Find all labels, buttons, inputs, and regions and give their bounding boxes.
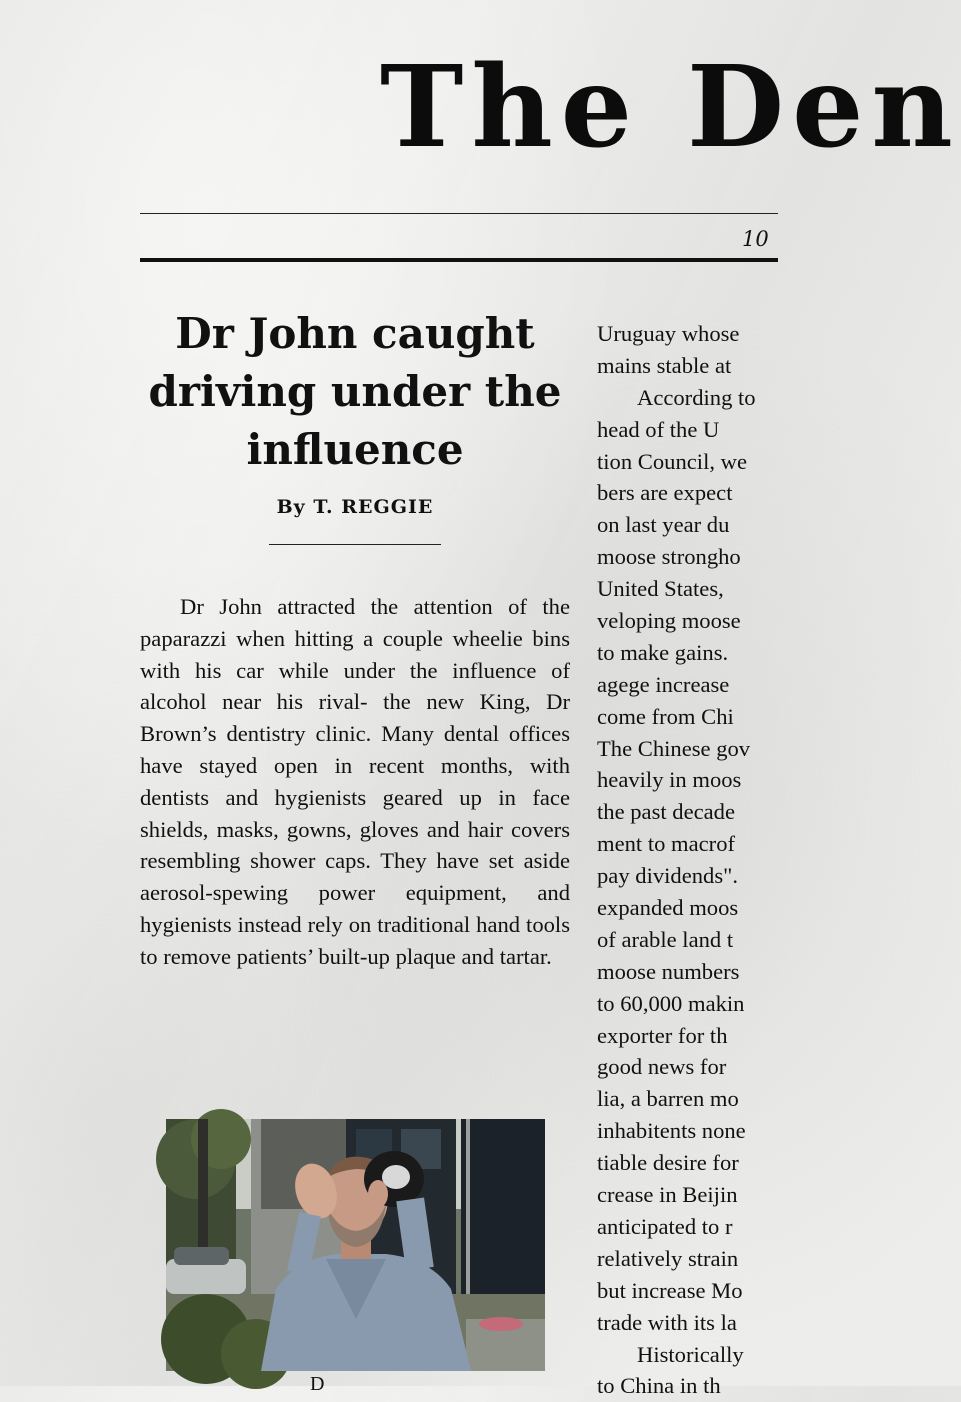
right-column-line: lia, a barren mo [597,1086,739,1112]
article-body: Dr John attracted the attention of the paparazzi when hitting a couple wheelie bins with his car while under the influence of alcohol near his rival- the new King, Dr Brown’s dentistry clinic. Many dental offices have stayed open in recent months, with dentists and hygienists geared up in face shields, masks, gowns, gloves and hair covers resembling shower caps. They have set aside aerosol-spewing power equipment, and hygienists instead rely on traditional hand tools to remove patients’ built-up plaque and tartar. [140,594,570,969]
right-column-line: pay dividends". [597,863,739,889]
right-column-line: head of the U [597,416,720,442]
right-column-line: inhabitents none [597,1118,746,1144]
right-column-line: moose strongho [597,544,741,570]
newspaper-masthead: The Den [380,42,961,173]
right-column-line: to 60,000 makin [597,990,745,1016]
masthead-rule-thick [140,258,778,262]
right-column-line: anticipated to r [597,1213,733,1239]
right-column-line: bers are expect [597,480,733,506]
right-column-line: to make gains. [597,639,729,665]
right-column-line: tion Council, we [597,448,747,474]
right-column-line: relatively strain [597,1245,739,1271]
right-column-line: tiable desire for [597,1150,739,1176]
right-column-line: The Chinese gov [597,735,751,761]
article-headline: Dr John caught driving under the influence [148,309,562,474]
right-column-line: mains stable at [597,352,732,378]
article-left-column [140,305,570,973]
right-column-line: moose numbers [597,958,740,984]
article-byline: By T. REGGIE [276,496,434,518]
byline-divider [269,544,441,545]
right-column-line: veloping moose [597,608,741,634]
man-shielding-face-icon [166,1119,545,1371]
right-column-line: come from Chi [597,703,734,729]
right-column-line: heavily in moos [597,767,742,793]
right-column-line: trade with its la [597,1309,737,1335]
right-column-line: ment to macrof [597,831,736,857]
right-column-line: of arable land t [597,926,734,952]
right-column-line: exporter for th [597,1022,728,1048]
right-column-line: the past decade [597,799,736,825]
dateline: 10 [742,227,769,251]
right-column-line: United States, [597,576,724,602]
right-column-line: on last year du [597,512,730,538]
right-column-line: According to [637,384,756,410]
right-column-line: crease in Beijin [597,1182,738,1208]
article-right-column [597,318,778,1399]
right-column-line: to China in th [597,1373,721,1399]
masthead-rule-thin [140,213,778,214]
right-column-line: good news for [597,1054,727,1080]
photo-caption: D [310,1373,325,1395]
right-column-line: expanded moos [597,895,739,921]
right-column-line: but increase Mo [597,1277,743,1303]
article-photo [166,1119,545,1371]
right-column-line: agege increase [597,671,730,697]
right-column-line: Uruguay whose [597,321,740,346]
right-column-line: Historically [637,1341,744,1367]
